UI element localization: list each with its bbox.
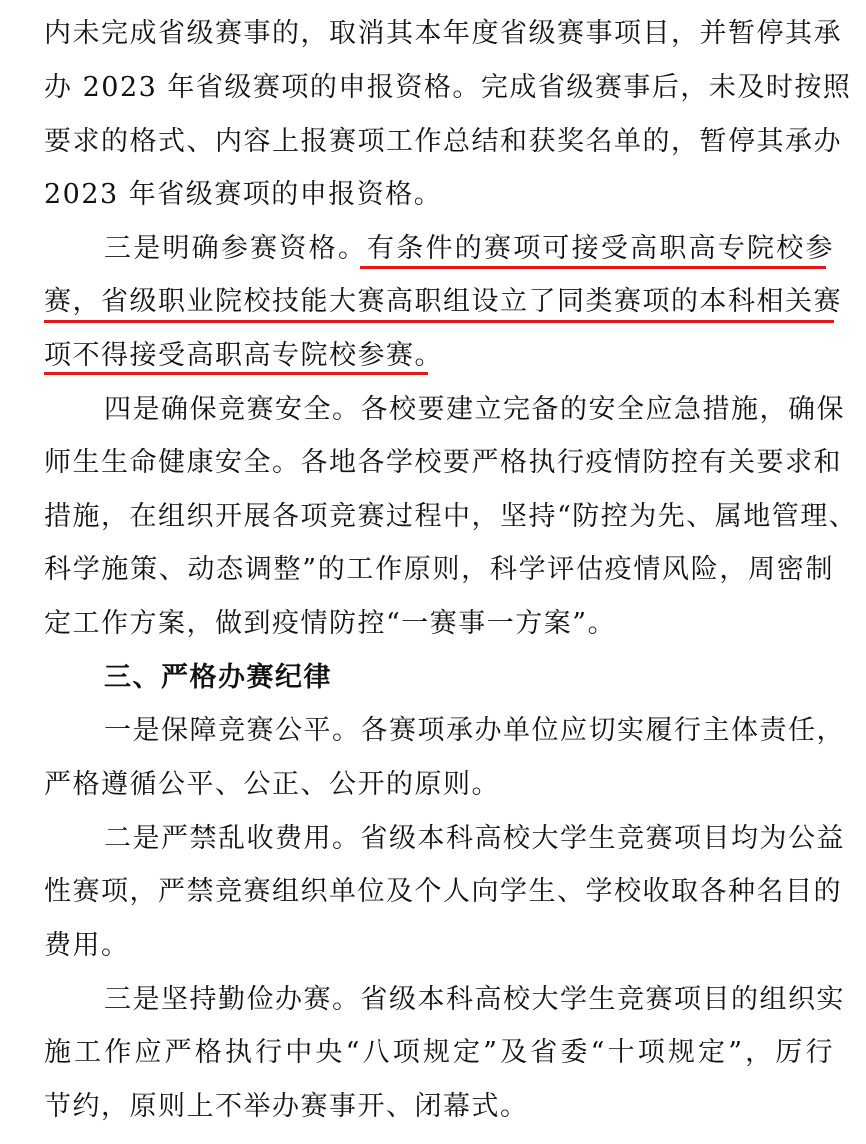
paragraph-line: 赛，省级职业院校技能大赛高职组设立了同类赛项的本科相关赛 bbox=[44, 286, 842, 317]
paragraph-line: 要求的格式、内容上报赛项工作总结和获奖名单的，暂停其承办 bbox=[44, 126, 842, 157]
paragraph-line: 三是明确参赛资格。有条件的赛项可接受高职高专院校参 bbox=[104, 233, 834, 264]
highlight-underline bbox=[360, 266, 826, 269]
paragraph-line: 二是严禁乱收费用。省级本科高校大学生竞赛项目均为公益 bbox=[104, 823, 845, 854]
paragraph-line: 定工作方案，做到疫情防控“一赛事一方案”。 bbox=[44, 608, 617, 639]
paragraph-line: 严格遵循公平、公正、公开的原则。 bbox=[44, 769, 500, 800]
paragraph-line: 师生生命健康安全。各地各学校要严格执行疫情防控有关要求和 bbox=[44, 447, 842, 478]
highlight-underline bbox=[44, 372, 428, 375]
paragraph-line: 费用。 bbox=[44, 930, 130, 961]
paragraph-line: 四是确保竞赛安全。各校要建立完备的安全应急措施，确保 bbox=[104, 394, 845, 425]
paragraph-line: 节约，原则上不举办赛事开、闭幕式。 bbox=[44, 1091, 529, 1122]
paragraph-line: 办 2023 年省级赛项的申报资格。完成省级赛事后，未及时按照 bbox=[44, 72, 852, 103]
paragraph-line: 科学施策、动态调整”的工作原则，科学评估疫情风险，周密制 bbox=[44, 554, 834, 585]
paragraph-line: 一是保障竞赛公平。各赛项承办单位应切实履行主体责任， bbox=[104, 715, 845, 746]
paragraph-line: 2023 年省级赛项的申报资格。 bbox=[44, 179, 443, 210]
paragraph-line: 性赛项，严禁竞赛组织单位及个人向学生、学校收取各种名目的 bbox=[44, 876, 842, 907]
highlight-underline bbox=[44, 320, 834, 323]
paragraph-line: 项不得接受高职高专院校参赛。 bbox=[44, 340, 443, 371]
paragraph-line: 三是坚持勤俭办赛。省级本科高校大学生竞赛项目的组织实 bbox=[104, 984, 845, 1015]
paragraph-line: 施工作应严格执行中央“八项规定”及省委“十项规定”，厉行 bbox=[44, 1037, 834, 1068]
paragraph-line: 内未完成省级赛事的，取消其本年度省级赛事项目，并暂停其承 bbox=[44, 18, 842, 49]
section-heading: 三、严格办赛纪律 bbox=[104, 662, 332, 693]
paragraph-line: 措施，在组织开展各项竞赛过程中，坚持“防控为先、属地管理、 bbox=[44, 501, 858, 532]
